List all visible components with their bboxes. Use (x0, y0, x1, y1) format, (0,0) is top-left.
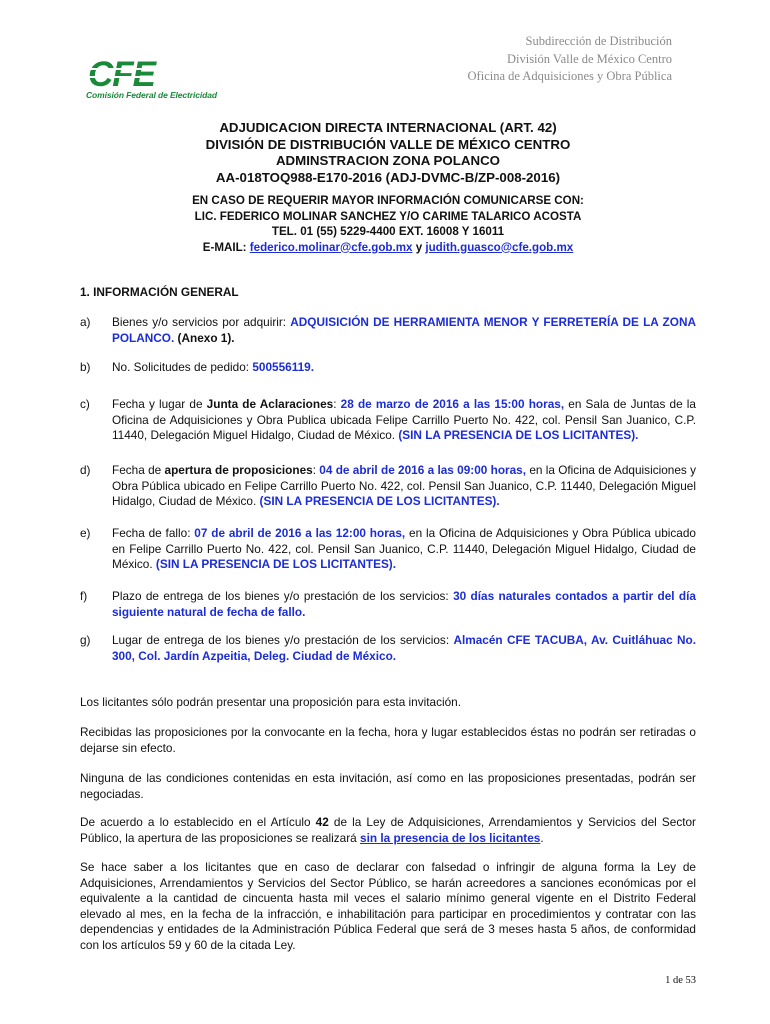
item-text: Fecha y lugar de (112, 397, 207, 411)
list-item-e (80, 526, 696, 573)
contact-line-1: EN CASO DE REQUERIR MAYOR INFORMACIÓN COMUNICARSE CON: (192, 194, 584, 207)
title-line-4: AA-018TOQ988-E170-2016 (ADJ-DVMC-B/ZP-008-2016) (215, 169, 561, 185)
section-title: 1. INFORMACIÓN GENERAL (80, 285, 239, 299)
page-number: 1 de 53 (665, 975, 696, 986)
item-highlight: Almacén CFE TACUBA, Av. Cuitláhuac No. 300, Col. Jardín Azpeitia, Deleg. Ciudad de México. (112, 633, 696, 663)
item-text: en la Oficina de Adquisiciones y Obra Pública ubicado en Felipe Carrillo Puerto No. 422, col. Pensil San Juanico, C.P. 11440, Delegación Miguel Hidalgo, Ciudad de México. (112, 526, 696, 571)
item-highlight: 500556119. (252, 360, 315, 374)
item-letter: g) (80, 633, 91, 647)
paragraph-2: Recibidas las proposiciones por la convocante en la fecha, hora y lugar establecidos éstas no podrán ser retiradas o dejarse sin efecto. (80, 725, 696, 755)
item-bold: Junta de Aclaraciones (206, 397, 334, 411)
title-line-2: DIVISIÓN DE DISTRIBUCIÓN VALLE DE MÉXICO CENTRO (205, 136, 571, 152)
list-item-g (80, 633, 696, 664)
item-letter: d) (80, 463, 91, 477)
header-line-1: Subdirección de Distribución (525, 34, 672, 48)
item-highlight: 30 días naturales contados a partir del día siguiente natural de fecha de fallo. (112, 589, 696, 619)
highlighted-phrase: sin la presencia de los licitantes (360, 830, 541, 845)
title-line-3: ADMINSTRACION ZONA POLANCO (275, 153, 501, 168)
paragraph-1: Los licitantes sólo podrán presentar una proposición para esta invitación. (80, 695, 462, 709)
item-bold: apertura de proposiciones (164, 463, 313, 477)
office-header (468, 33, 672, 86)
item-text: Bienes y/o servicios por adquirir: (112, 315, 291, 329)
item-text: Plazo de entrega de los bienes y/o prestación de los servicios: (112, 589, 454, 603)
header-line-3: Oficina de Adquisiciones y Obra Pública (467, 69, 672, 83)
item-bold: (Anexo 1). (177, 330, 235, 345)
list-item-c (80, 397, 696, 444)
item-letter: f) (80, 589, 88, 603)
paragraph-text: de la Ley de Adquisiciones, Arrendamientos y Servicios del Sector Público, la apertura de las proposiciones se realizará (80, 815, 696, 845)
cfe-logo-mark (86, 56, 196, 90)
item-highlight: 28 de marzo de 2016 a las 15:00 horas, (340, 397, 565, 411)
email-link-1[interactable]: federico.molinar@cfe.gob.mx (249, 240, 413, 254)
list-item-b (80, 360, 696, 376)
item-highlight: (SIN LA PRESENCIA DE LOS LICITANTES). (259, 494, 500, 508)
item-letter: e) (80, 526, 91, 540)
paragraph-4 (80, 815, 696, 846)
contact-line-3: TEL. 01 (55) 5229-4400 EXT. 16008 Y 16011 (271, 225, 505, 238)
article-number: 42 (315, 815, 329, 829)
item-letter: b) (80, 360, 91, 374)
item-text: Lugar de entrega de los bienes y/o prestación de los servicios: (112, 633, 454, 647)
item-text: : (312, 463, 320, 477)
paragraph-5: Se hace saber a los licitantes que en caso de declarar con falsedad o infringir de alguna forma la Ley de Adquisiciones, Arrendamientos y Servicios del Sector Público, se harán acreedores a sanciones económicas por el equivalente a la cantidad de cincuenta hasta mil veces el salario mínimo general vigente en el Distrito Federal elevado al mes, en la fecha de la infracción, e inhabilitación para participar en procedimientos y contratar con las dependencias y entidades de la Administración Pública Federal que será de 3 meses hasta 5 años, de conformidad con los artículos 59 y 60 de la citada Ley. (80, 860, 696, 952)
item-letter: c) (80, 397, 90, 411)
item-highlight: (SIN LA PRESENCIA DE LOS LICITANTES). (155, 557, 397, 571)
email-label: E-MAIL: (202, 240, 250, 254)
document-title (80, 120, 696, 186)
title-line-1: ADJUDICACION DIRECTA INTERNACIONAL (ART. 42) (219, 120, 557, 135)
item-highlight: (SIN LA PRESENCIA DE LOS LICITANTES). (398, 428, 639, 442)
cfe-logo-text: CFE (88, 56, 155, 90)
header-line-2: División Valle de México Centro (506, 51, 672, 66)
email-separator: y (412, 240, 426, 254)
paragraph-text: . (540, 830, 544, 845)
list-item-d (80, 463, 696, 510)
list-item-f (80, 589, 696, 620)
item-highlight: ADQUISICIÓN DE HERRAMIENTA MENOR Y FERRETERÍA DE LA ZONA POLANCO. (112, 315, 696, 345)
item-text: : (333, 397, 341, 411)
item-text: Fecha de fallo: (112, 526, 195, 540)
item-highlight: 04 de abril de 2016 a las 09:00 horas, (319, 463, 527, 477)
item-text: No. Solicitudes de pedido: (112, 360, 253, 374)
contact-email-line (80, 240, 696, 256)
list-item-a (80, 315, 696, 346)
email-link-2[interactable]: judith.guasco@cfe.gob.mx (425, 240, 574, 254)
item-text: Fecha de (112, 463, 165, 477)
contact-block (80, 193, 696, 255)
contact-line-2: LIC. FEDERICO MOLINAR SANCHEZ Y/O CARIME TALARICO ACOSTA (194, 209, 582, 223)
cfe-logo-caption: Comisión Federal de Electricidad (86, 90, 217, 100)
item-letter: a) (80, 315, 91, 329)
cfe-logo (86, 56, 226, 104)
paragraph-3: Ninguna de las condiciones contenidas en esta invitación, así como en las proposiciones presentadas, podrán ser negociadas. (80, 771, 696, 801)
item-text: en Sala de Juntas de la Oficina de Adquisiciones y Obra Publica ubicada Felipe Carrillo Puerto No. 422, col. Pensil San Juanico, C.P. 11440, Delegación Miguel Hidalgo, Ciudad de México. (112, 397, 696, 442)
item-text: en la Oficina de Adquisiciones y Obra Pública ubicado en Felipe Carrillo Puerto No. 422, col. Pensil San Juanico, C.P. 11440, Delegación Miguel Hidalgo, Ciudad de México. (112, 463, 696, 508)
paragraph-text: De acuerdo a lo establecido en el Artículo (80, 815, 316, 829)
item-highlight: 07 de abril de 2016 a las 12:00 horas, (194, 526, 406, 540)
